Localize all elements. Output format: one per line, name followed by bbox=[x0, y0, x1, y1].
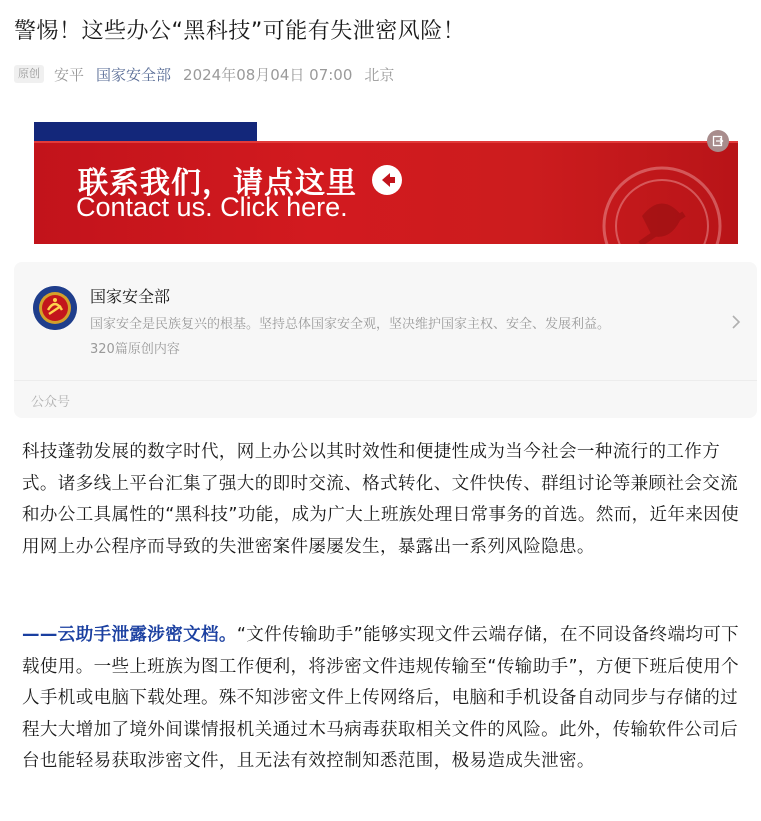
card-divider bbox=[14, 380, 757, 381]
author-name: 安平 bbox=[54, 65, 85, 84]
paragraph-text: “文件传输助手”能够实现文件云端存储，在不同设备终端均可下载使用。一些上班族为图工作便利，将涉密文件违规传输至“传输助手”，方便下班后使用个人手机或电脑下载处理。殊不知涉密文件上传网络后，电脑和手机设备自动同步与存储的过程大大增加了境外间谍情报机关通过木马病毒获取相关文件的风险。此外，传输软件公司后台也能轻易获取涉密文件，且无法有效控制知悉范围，极易造成失泄密。 bbox=[22, 625, 740, 771]
body-paragraph-1: 科技蓬勃发展的数字时代，网上办公以其时效性和便捷性成为当今社会一种流行的工作方式。诸多线上平台汇集了强大的即时交流、格式转化、文件快传、群组讨论等兼顾社会交流和办公工具属性的“黑科技”功能，成为广大上班族处理日常事务的首选。然而，近年来因使用网上办公程序而导致的失泄密案件屡屡发生，暴露出一系列风险隐患。 bbox=[22, 442, 740, 557]
account-avatar bbox=[33, 286, 77, 330]
exit-icon[interactable] bbox=[707, 130, 729, 152]
article-title: 警惕！这些办公“黑科技”可能有失泄密风险！ bbox=[14, 19, 466, 44]
chevron-right-icon bbox=[730, 314, 742, 330]
account-name: 国家安全部 bbox=[90, 287, 171, 306]
arrow-left-icon bbox=[372, 165, 402, 195]
banner-red-line bbox=[34, 141, 738, 143]
account-description: 国家安全是民族复兴的根基。坚持总体国家安全观，坚决维护国家主权、安全、发展利益。 bbox=[90, 317, 611, 332]
banner-cn-text: 联系我们，请点这里 bbox=[78, 166, 357, 201]
publish-location: 北京 bbox=[364, 65, 395, 84]
paragraph-heading: ——云助手泄露涉密文档。 bbox=[22, 625, 237, 645]
banner-en-text: Contact us. Click here. bbox=[76, 192, 348, 222]
account-type-label: 公众号 bbox=[31, 395, 71, 410]
original-count: 320篇原创内容 bbox=[90, 342, 180, 357]
contact-banner[interactable] bbox=[34, 122, 738, 244]
article-meta bbox=[14, 62, 394, 86]
account-link[interactable]: 国家安全部 bbox=[96, 65, 172, 84]
account-card[interactable] bbox=[14, 262, 757, 418]
emblem-watermark-icon bbox=[582, 146, 732, 244]
original-badge: 原创 bbox=[14, 65, 44, 83]
publish-date: 2024年08月04日 07:00 bbox=[183, 65, 353, 84]
body-paragraph-2 bbox=[22, 620, 754, 778]
banner-white-strip bbox=[257, 122, 738, 141]
banner-blue-strip bbox=[34, 122, 257, 141]
